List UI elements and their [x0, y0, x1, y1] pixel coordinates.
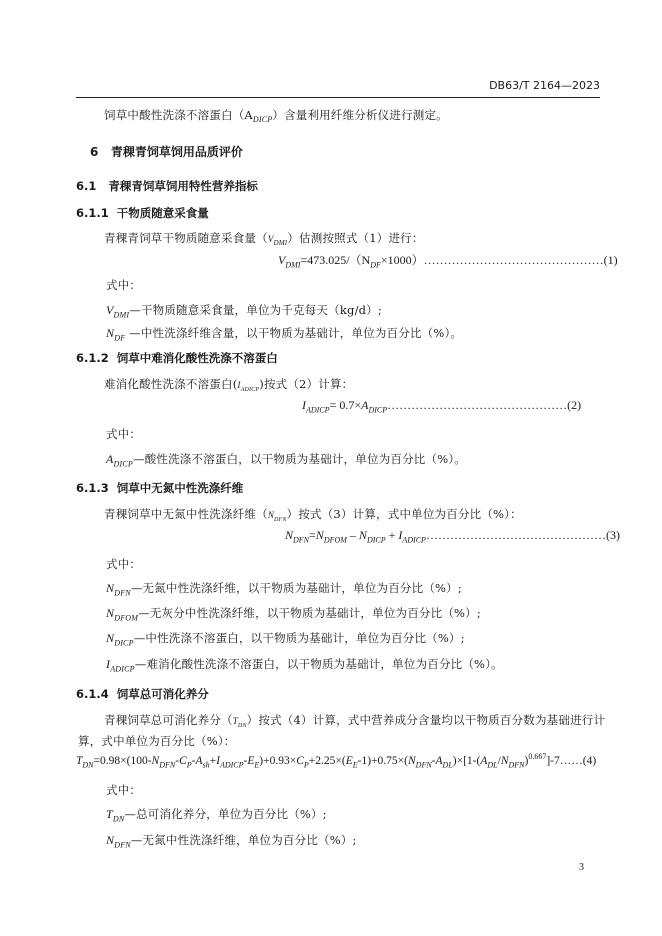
formula-4-where: 式中： — [106, 783, 142, 797]
section-6-1-3-lead: 青稞饲草中无氮中性洗涤纤维$(N_{DFN})$按式（3）计算，式中单位为百分比（%）： — [104, 507, 522, 523]
section-6-heading: 6 青稞青饲草饲用品质评价 — [90, 145, 243, 159]
formula-2-def-adicp: $A_{DICP}—$酸性洗涤不溶蛋白，以干物质为基础计，单位为百分比（%）。 — [106, 452, 466, 469]
section-6-1-4-heading: 6.1.4 饲草总可消化养分 — [76, 687, 209, 701]
formula-3-def-ndicp: $N_{DICP}—$中性洗涤不溶蛋白，以干物质为基础计，单位为百分比（%）; — [106, 631, 465, 648]
formula-4-def-ndfn: $N_{DFN}—$无氮中性洗涤纤维，单位为百分比（%）; — [106, 833, 357, 850]
header-rule — [76, 97, 600, 98]
formula-2: $I_{ADICP}=$ $0.7\times A_{DICP}\dots\dots\dots\dots\dots\dots\dots\dots\dots\dots\dots\dots\dots\dots\dots(2)$ — [302, 398, 582, 415]
intro-paragraph: 饲草中酸性洗涤不溶蛋白$(A_{DICP})$含量利用纤维分析仪进行测定。 — [104, 108, 448, 124]
page-number: 3 — [579, 862, 584, 873]
section-6-1-3-heading: 6.1.3 饲草中无氮中性洗涤纤维 — [76, 481, 244, 495]
formula-3: $N_{DFN}=N_{DFOM} - N_{DICP}$ + $I_{ADICP}\dots\dots\dots\dots\dots\dots\dots\dots\dots\dots\dots\dots\dots\dots\dots(3)$ — [285, 528, 620, 545]
formula-3-def-iadicp: $I_{ADICP}—$难消化酸性洗涤不溶蛋白，以干物质为基础计，单位为百分比（%）。 — [106, 657, 503, 674]
section-6-1-2-heading: 6.1.2 饲草中难消化酸性洗涤不溶蛋白 — [76, 351, 278, 365]
section-6-1-2-lead: 难消化酸性洗涤不溶蛋白$(I_{ADICP})$按式（2）计算： — [104, 377, 354, 393]
section-6-1-4-lead-line1: 青稞饲草总可消化养分$(T_{DN})$按式（4）计算，式中营养成分含量均以干物质百分数为基础进行计 — [104, 713, 606, 729]
document-code: DB63/T 2164—2023 — [489, 79, 600, 92]
formula-4-def-tdn: $T_{DN}—$总可消化养分，单位为百分比（%）; — [106, 807, 327, 824]
formula-2-where: 式中： — [106, 427, 142, 441]
formula-1: $V_{DMI}=473.025/(N_{DF}\times 1000)\dots\dots\dots\dots\dots\dots\dots\dots\dots\dots\dots\dots\dots\dots\dots(1)$ — [278, 253, 618, 270]
formula-1-def-ndf: $N_{DF}$ —中性洗涤纤维含量，以干物质为基础计，单位为百分比（%）。 — [106, 326, 463, 343]
section-6-1-heading: 6.1 青稞青饲草饲用特性营养指标 — [76, 179, 258, 193]
formula-1-where: 式中： — [106, 278, 142, 292]
section-6-1-1-heading: 6.1.1 干物质随意采食量 — [76, 206, 209, 220]
formula-3-def-ndfn: $N_{DFN}—$无氮中性洗涤纤维，以干物质为基础计，单位为百分比（%）; — [106, 581, 462, 598]
formula-3-def-ndfom: $N_{DFOM}—$无灰分中性洗涤纤维，以干物质为基础计，单位为百分比（%）; — [106, 606, 481, 623]
formula-1-def-vdmi: $V_{DMI}—$干物质随意采食量，单位为千克每天（kg/d）; — [106, 303, 382, 320]
formula-3-where: 式中： — [106, 557, 142, 571]
section-6-1-4-lead-line2: 算，式中单位为百分比（%）： — [78, 734, 236, 748]
section-6-1-1-lead: 青稞青饲草干物质随意采食量$(V_{DMI})$估测按照式（1）进行： — [104, 231, 424, 247]
formula-4: $T_{DN}=0.98\times(100-N_{DFN}-C_P-A_{sh}+I_{ADICP}-E_E)+0.93\times C_P+2.25\times(E_E-1)+0.75\times(N_{DFN}-A_{DL})\times[1-(A_{DL}/N_{DFN})^{0.667}]-7\dots\dots(4)$ — [76, 752, 597, 770]
